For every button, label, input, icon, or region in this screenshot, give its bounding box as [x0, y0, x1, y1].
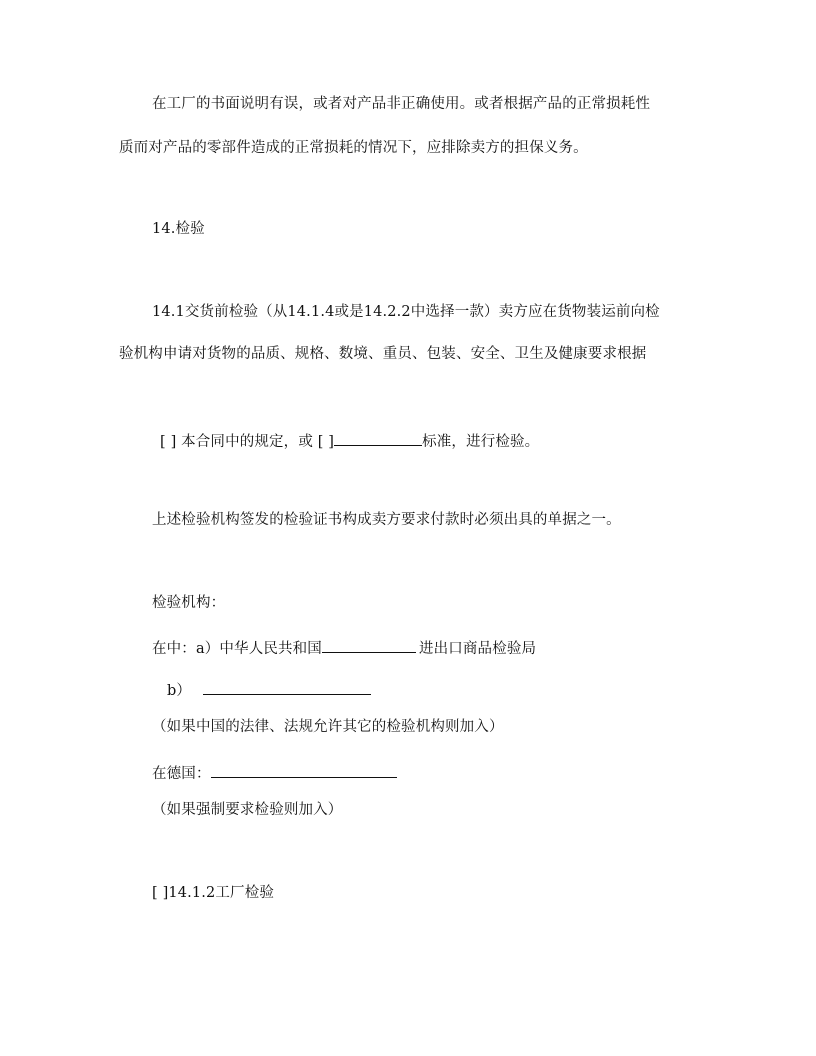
china-prefix: 在中：a）中华人民共和国	[152, 641, 322, 657]
germany-note: （如果强制要求检验则加入）	[152, 802, 343, 818]
standard-blank-field[interactable]	[334, 430, 422, 446]
germany-inspection-line	[152, 762, 397, 782]
standard-option-suffix: 标准，进行检验。	[422, 434, 540, 450]
warranty-exclusion-line-2: 质而对产品的零部件造成的正常损耗的情况下，应排除卖方的担保义务。	[119, 140, 588, 156]
section-14-1-line-1: 14.1交货前检验（从14.1.4或是14.2.2中选择一款）卖方应在货物装运前向检	[152, 304, 660, 320]
factory-inspection-title: 14.1.2工厂检验	[168, 885, 274, 901]
china-bureau-blank-field[interactable]	[322, 637, 416, 653]
germany-blank-field[interactable]	[211, 762, 397, 778]
section-14-1-2-line	[152, 886, 274, 901]
contract-provision-option: [ ] 本合同中的规定，或 [ ]	[160, 434, 335, 450]
china-note: （如果中国的法律、法规允许其它的检验机构则加入）	[152, 719, 504, 735]
china-suffix: 进出口商品检验局	[418, 641, 537, 657]
warranty-exclusion-line-1: 在工厂的书面说明有误，或者对产品非正确使用。或者根据产品的正常损耗性	[152, 96, 651, 112]
factory-inspection-checkbox[interactable]: [ ]	[152, 885, 169, 901]
certificate-sentence: 上述检验机构签发的检验证书构成卖方要求付款时必须出具的单据之一。	[152, 512, 621, 528]
section-14-heading: 14.检验	[152, 221, 205, 237]
germany-prefix: 在德国：	[152, 766, 211, 782]
inspection-standard-line	[160, 430, 539, 450]
item-b-blank-field[interactable]	[203, 679, 371, 695]
section-14-1-line-2: 验机构申请对货物的品质、规格、数境、重员、包装、安全、卫生及健康要求根据	[119, 346, 647, 362]
china-inspection-line	[152, 637, 536, 657]
item-b-line	[167, 679, 371, 699]
inspection-bodies-label: 检验机构：	[152, 595, 226, 611]
item-b-label: b）	[167, 683, 192, 699]
